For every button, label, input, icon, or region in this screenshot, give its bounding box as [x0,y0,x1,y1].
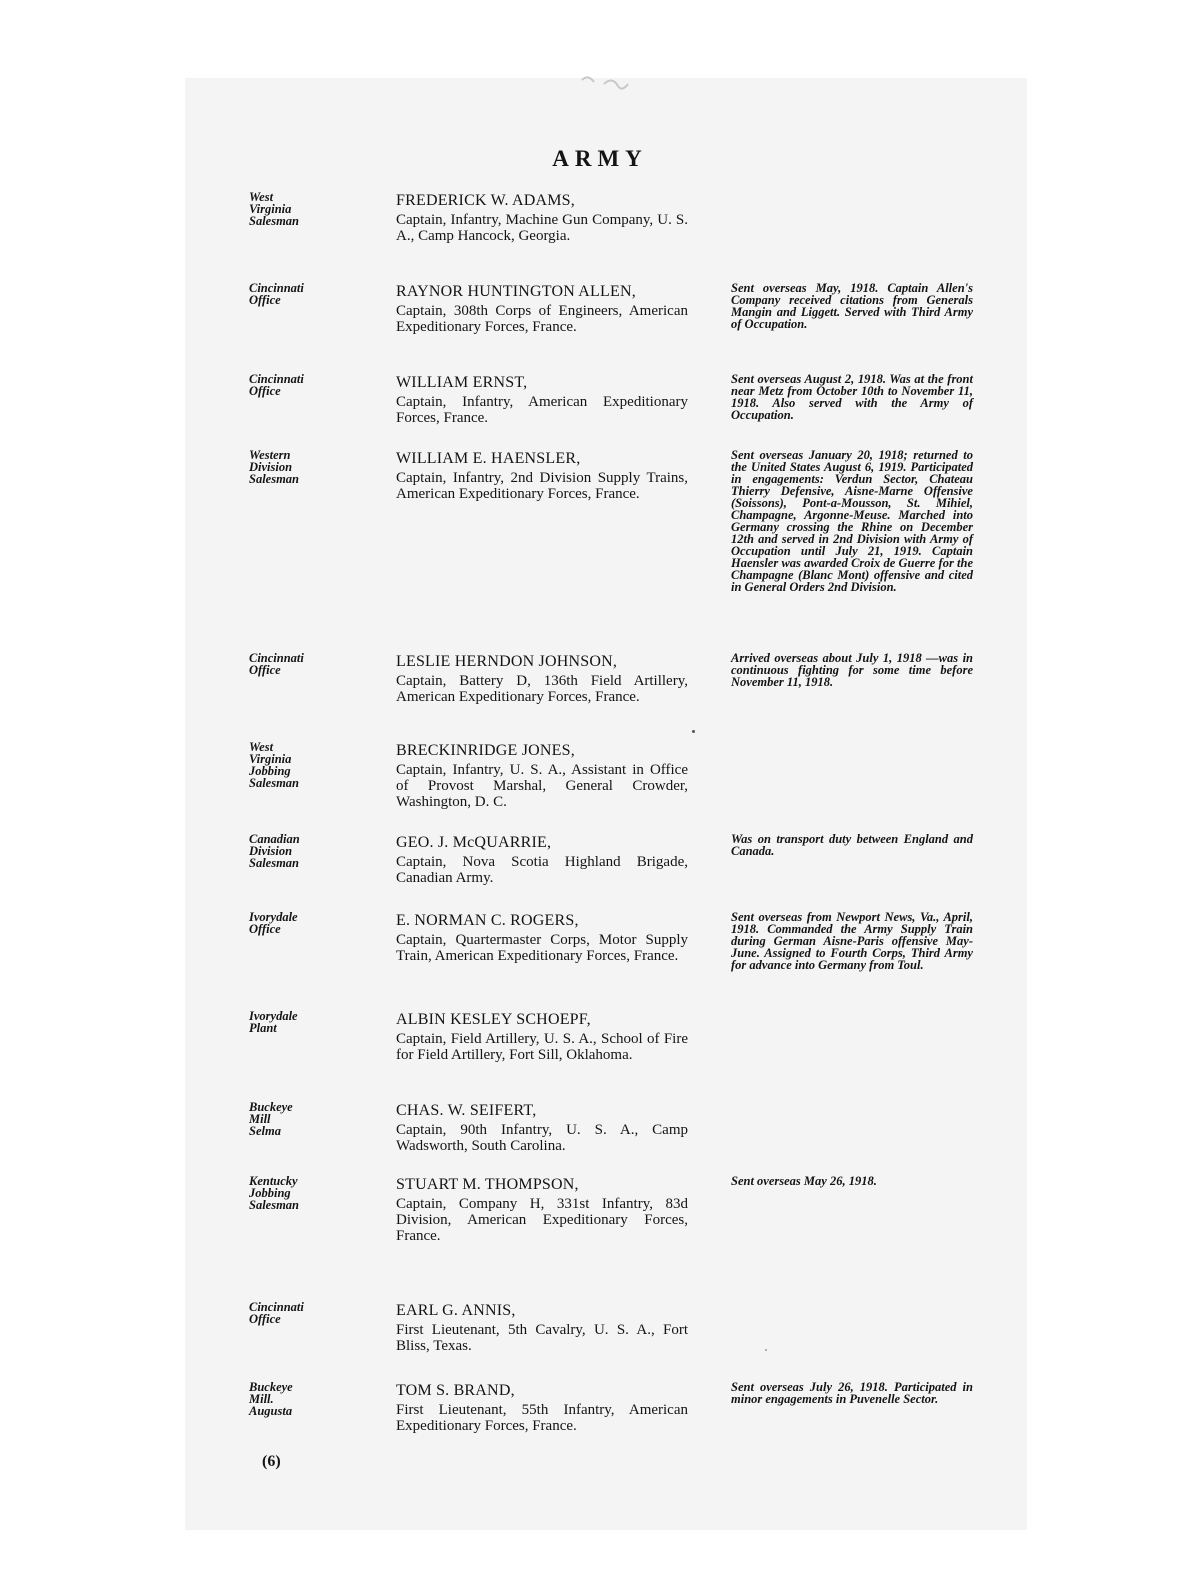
entry-rank: Captain, Quartermaster Corps, Motor Supply Train, American Expeditionary Forces, France. [396,932,688,964]
entry-main [396,911,688,964]
entry-rank: First Lieutenant, 55th Infantry, American Expeditionary Forces, France. [396,1402,688,1434]
entry-note: Arrived overseas about July 1, 1918 —was in continuous fighting for some time before November 11, 1918. [731,651,973,689]
entry-name: CHAS. W. SEIFERT, [396,1102,537,1119]
entry-main [396,652,688,705]
entry-note: Sent overseas May 26, 1918. [731,1174,877,1188]
entry-name: E. NORMAN C. ROGERS, [396,912,579,929]
entry-name: RAYNOR HUNTINGTON ALLEN, [396,283,636,300]
entry-name: STUART M. THOMPSON, [396,1176,579,1193]
entry-location: Cincinnati Office [249,651,304,677]
entry-main [396,1381,688,1434]
entry-main [396,282,688,335]
entry-location: Cincinnati Office [249,281,304,307]
entry-location: Kentucky Jobbing Salesman [249,1174,300,1212]
entry-location: Ivorydale Plant [249,1009,298,1035]
page-title: ARMY [552,146,648,171]
entry-name: GEO. J. McQUARRIE, [396,834,552,851]
entry-main [396,833,688,886]
entry-main [396,373,688,426]
entry-note: Sent overseas January 20, 1918; returned to the United States August 6, 1919. Participated in engagements: Verdun Sector, Chateau Thierry Defensive, Aisne-Marne Offensive (Soissons), Pont-a-Mousson, St. Mihiel, Champagne, Argonne-Meuse. Marched into Germany crossing the Rhine on December 12th and served in 2nd Division with Army of Occupation until July 21, 1919. Captain Haensler was awarded Croix de Guerre for the Champagne (Blanc Mont) offensive and cited in General Orders 2nd Division. [731,448,973,594]
entry-location: Buckeye Mill. Augusta [249,1380,293,1418]
entry-rank: Captain, Infantry, Machine Gun Company, U. S. A., Camp Hancock, Georgia. [396,212,688,244]
entry-name: ALBIN KESLEY SCHOEPF, [396,1011,591,1028]
entry-location: West Virginia Jobbing Salesman [249,740,300,790]
entry-location: Buckeye Mill Selma [249,1100,293,1138]
entry-main [396,449,688,502]
entry-note: Sent overseas May, 1918. Captain Allen's Company received citations from Generals Mangin and Liggett. Served with Third Army of Occupation. [731,281,973,331]
entry-rank: Captain, Battery D, 136th Field Artillery, American Expeditionary Forces, France. [396,673,688,705]
entry-rank: First Lieutenant, 5th Cavalry, U. S. A., Fort Bliss, Texas. [396,1322,688,1354]
entry-rank: Captain, Infantry, American Expeditionary Forces, France. [396,394,688,426]
entry-location: Western Division Salesman [249,448,300,486]
entry-name: WILLIAM ERNST, [396,374,528,391]
entry-main [396,1175,688,1244]
entry-main [396,1010,688,1063]
entry-note: Sent overseas August 2, 1918. Was at the front near Metz from October 10th to November 11, 1918. Also served with the Army of Occupation. [731,372,973,422]
entry-main [396,1101,688,1154]
entry-main [396,741,688,810]
entry-name: WILLIAM E. HAENSLER, [396,450,581,467]
entry-main [396,1301,688,1354]
entry-location: Canadian Division Salesman [249,832,300,870]
entry-name: LESLIE HERNDON JOHNSON, [396,653,618,670]
entry-rank: Captain, 308th Corps of Engineers, American Expeditionary Forces, France. [396,303,688,335]
entry-main [396,191,688,244]
ink-speck [765,1349,767,1351]
page-number: (6) [262,1453,281,1470]
entry-name: FREDERICK W. ADAMS, [396,192,575,209]
entry-rank: Captain, Nova Scotia Highland Brigade, Canadian Army. [396,854,688,886]
scan-smudge-mark [578,70,638,100]
entry-note: Sent overseas from Newport News, Va., April, 1918. Commanded the Army Supply Train during German Aisne-Paris offensive May-June. Assigned to Fourth Corps, Third Army for advance into Germany from Toul. [731,910,973,972]
entry-location: West Virginia Salesman [249,190,300,228]
entry-name: TOM S. BRAND, [396,1382,515,1399]
entry-rank: Captain, Infantry, U. S. A., Assistant in Office of Provost Marshal, General Crowder, Washington, D. C. [396,762,688,810]
entry-rank: Captain, 90th Infantry, U. S. A., Camp Wadsworth, South Carolina. [396,1122,688,1154]
entry-location: Cincinnati Office [249,372,304,398]
entry-note: Was on transport duty between England and Canada. [731,832,973,858]
entry-location: Ivorydale Office [249,910,298,936]
ink-speck [692,730,695,733]
entry-rank: Captain, Company H, 331st Infantry, 83d Division, American Expeditionary Forces, France. [396,1196,688,1244]
entry-name: BRECKINRIDGE JONES, [396,742,575,759]
entry-name: EARL G. ANNIS, [396,1302,516,1319]
entry-rank: Captain, Infantry, 2nd Division Supply Trains, American Expeditionary Forces, France. [396,470,688,502]
entry-note: Sent overseas July 26, 1918. Participated in minor engagements in Puvenelle Sector. [731,1380,973,1406]
entry-location: Cincinnati Office [249,1300,304,1326]
entry-rank: Captain, Field Artillery, U. S. A., School of Fire for Field Artillery, Fort Sill, Oklahoma. [396,1031,688,1063]
